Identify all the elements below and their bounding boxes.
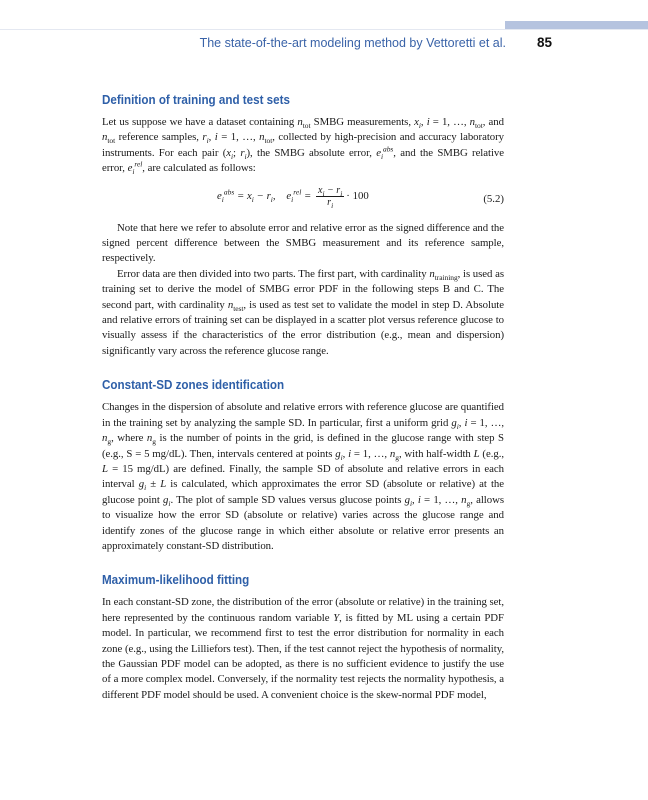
paragraph: In each constant-SD zone, the distribution of the error (absolute or relative) in the training set, here represented by the continuous random variable Y, is fitted by ML using a certain PDF model. In particular, we recommend first to test the error distribution for normality in each zone (e.g., using the Lilliefors test). Then, if the test cannot reject the hypothesis of normality, the Gaussian PDF model can be adopted, as there is no sufficient evidence to justify the use of a more complex model. Conversely, if the normality test rejects the normality hypothesis, a different PDF model should be used. A convenient choice is the skew-normal PDF model,	[102, 596, 504, 701]
page-body	[102, 92, 504, 703]
paragraph: Error data are then divided into two parts. The first part, with cardinality $n_{training}$, is used as training set to derive the model of SMBG error PDF in the following steps B and C. The second part, with cardinality $n_{test}$, is used as test set to validate the model in step D. Absolute and relative errors of training set can be displayed in a scatter plot versus reference glucose to visually assess if the characteristics of the error distribution (e.g., mean and dispersion) significantly vary across the reference glucose range.	[102, 267, 505, 357]
paragraph: Changes in the dispersion of absolute and relative errors with reference glucose are quantified in the training set by analyzing the sample SD. In particular, first a uniform grid $g_i$, i = 1, …, $n_g$, where $n_g$ is the number of points in the grid, is defined in the glucose range with step S (e.g., S = 5 mg/dL). Then, intervals centered at points $g_i$, i = 1, …, $n_g$, with half-width L (e.g., L = 15 mg/dL) are defined. Finally, the sample SD of absolute and relative errors in each interval $g_i \pm L$ is calculated, which approximates the error SD (absolute or relative) at the glucose point $g_i$. The plot of sample SD values versus glucose points $g_i$, i = 1, …, $n_g$, allows to visualize how the error SD (absolute or relative) varies across the glucose range and identify zones of the glucose range in which either absolute or relative error presents an approximately constant-SD distribution.	[102, 401, 504, 552]
section-heading-ml-fitting: Maximum-likelihood fitting	[102, 573, 250, 588]
header-accent-bar	[505, 21, 648, 29]
paragraph: Note that here we refer to absolute error and relative error as the signed difference and the signed percent difference between the SMBG measurement and its reference sample, respectively.	[102, 221, 504, 265]
equation-5-2: $e_i^{abs} = x_i - r_i$, $e_i^{rel}$ = $\frac{x_i - r_i}{r_i}$ · 100 (5.2)	[217, 184, 504, 210]
header-rule	[0, 29, 648, 30]
section-heading-constant-sd: Constant-SD zones identification	[102, 378, 285, 393]
page-number: 85	[536, 35, 552, 50]
paragraph: Let us suppose we have a dataset containing $n_{tot}$ SMBG measurements, $x_i$, i = 1, …, $n_{tot}$, and $n_{tot}$ reference samples, $r_i$, i = 1, …, $n_{tot}$, collected by high-precision and accuracy laboratory instruments. For each pair ($x_i$; $r_i$), the SMBG absolute error, $e_i^{abs}$, and the SMBG relative error, $e_i^{rel}$, are calculated as follows:	[102, 116, 505, 177]
running-title: The state-of-the-art modeling method by Vettoretti et al.	[199, 36, 506, 50]
section-heading-training-test: Definition of training and test sets	[102, 93, 290, 107]
equation-number: (5.2)	[483, 192, 504, 205]
